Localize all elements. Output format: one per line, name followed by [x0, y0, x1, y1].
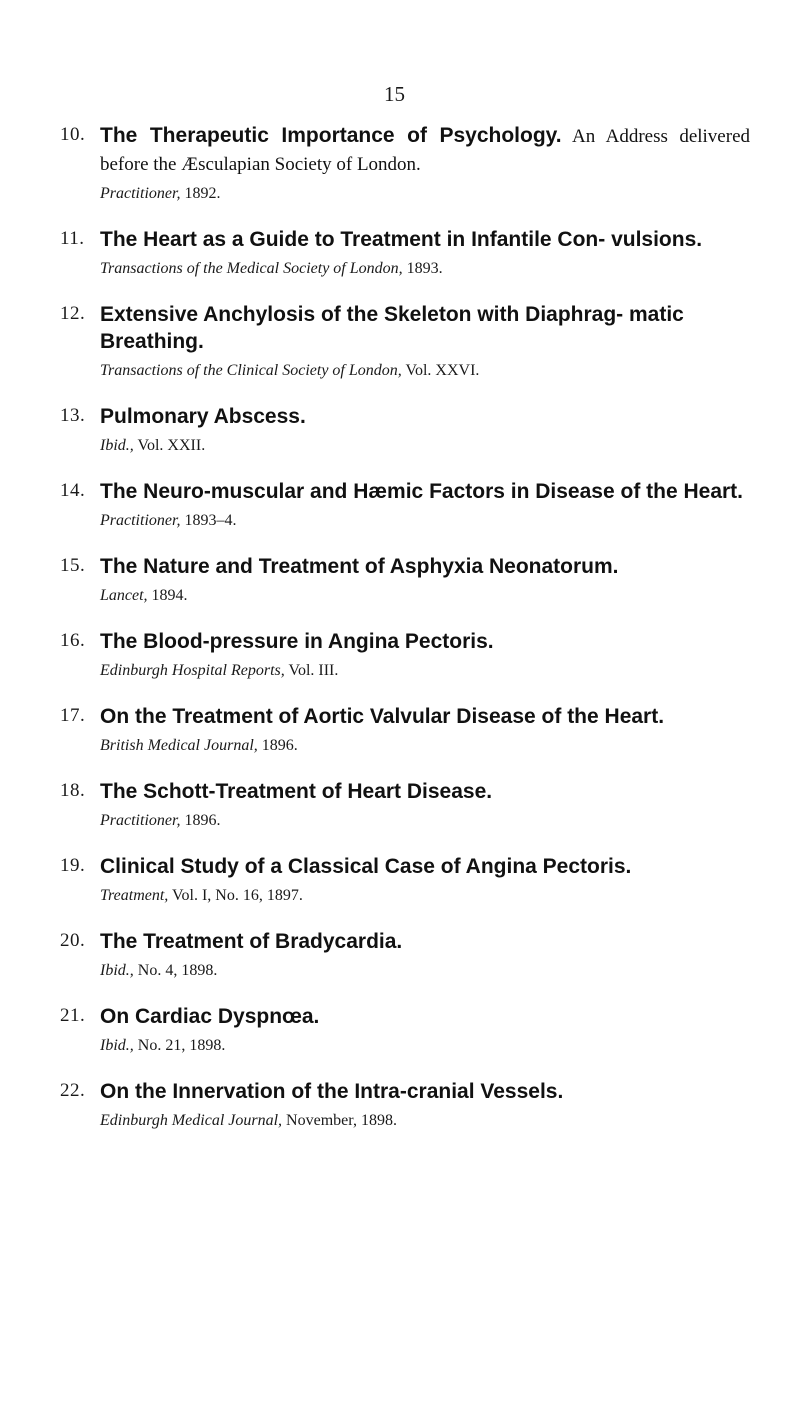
entry-citation: Ibid., Vol. XXII. — [100, 437, 206, 454]
entry-title: The Treatment of Bradycardia. — [100, 930, 403, 953]
entry-citation: Practitioner, 1893–4. — [100, 512, 237, 529]
list-item — [60, 478, 750, 532]
list-item — [60, 122, 750, 205]
entry-title: On Cardiac Dyspnœa. — [100, 1005, 320, 1028]
list-item — [60, 226, 750, 280]
entry-number: 21. — [60, 1005, 86, 1026]
list-item — [60, 778, 750, 832]
entry-title: The Neuro-muscular and Hæmic Factors in Disease of the Heart. — [100, 480, 744, 503]
entry-citation: British Medical Journal, 1896. — [100, 737, 298, 754]
entry-citation: Practitioner, 1896. — [100, 812, 221, 829]
list-item — [60, 628, 750, 682]
entry-number: 13. — [60, 405, 86, 426]
entry-title: The Schott-Treatment of Heart Disease. — [100, 780, 493, 803]
entry-number: 12. — [60, 303, 86, 324]
entry-number: 14. — [60, 480, 86, 501]
entry-number: 11. — [60, 228, 85, 249]
entry-number: 17. — [60, 705, 86, 726]
entry-number: 16. — [60, 630, 86, 651]
entry-title: Extensive Anchylosis of the Skeleton with Diaphrag- matic Breathing. — [100, 303, 684, 353]
list-item — [60, 1003, 750, 1057]
entry-citation: Ibid., No. 4, 1898. — [100, 962, 218, 979]
entry-citation: Practitioner, 1892. — [100, 185, 221, 202]
entry-title: The Heart as a Guide to Treatment in Infantile Con- vulsions. — [100, 228, 703, 251]
entry-citation: Edinburgh Hospital Reports, Vol. III. — [100, 662, 339, 679]
entry-title: The Nature and Treatment of Asphyxia Neonatorum. — [100, 555, 619, 578]
entry-citation: Transactions of the Clinical Society of London, Vol. XXVI. — [100, 362, 480, 379]
list-item — [60, 853, 750, 907]
entry-number: 19. — [60, 855, 86, 876]
entry-title: The Therapeutic Importance of Psychology. An Address delivered before the Æsculapian Society of London. — [100, 124, 750, 175]
entry-title: Clinical Study of a Classical Case of Angina Pectoris. — [100, 855, 632, 878]
entry-number: 15. — [60, 555, 86, 576]
bibliography-list — [60, 122, 750, 1132]
entry-number: 22. — [60, 1080, 86, 1101]
list-item — [60, 928, 750, 982]
entry-citation: Transactions of the Medical Society of London, 1893. — [100, 260, 443, 277]
entry-title: On the Innervation of the Intra-cranial Vessels. — [100, 1080, 564, 1103]
page-number: 15 — [384, 82, 405, 106]
entry-title: On the Treatment of Aortic Valvular Disease of the Heart. — [100, 705, 665, 728]
entry-citation: Ibid., No. 21, 1898. — [100, 1037, 226, 1054]
list-item — [60, 1078, 750, 1132]
entry-citation: Lancet, 1894. — [100, 587, 188, 604]
list-item — [60, 403, 750, 457]
entry-number: 20. — [60, 930, 86, 951]
entry-number: 10. — [60, 124, 86, 145]
entry-title: The Blood-pressure in Angina Pectoris. — [100, 630, 494, 653]
entry-number: 18. — [60, 780, 86, 801]
entry-title-trail: An Address delivered before the Æsculapian Society of London. — [100, 126, 750, 175]
list-item — [60, 703, 750, 757]
entry-citation: Treatment, Vol. I, No. 16, 1897. — [100, 887, 303, 904]
entry-citation: Edinburgh Medical Journal, November, 1898. — [100, 1112, 397, 1129]
entry-title: Pulmonary Abscess. — [100, 405, 306, 428]
list-item — [60, 553, 750, 607]
list-item — [60, 301, 750, 382]
